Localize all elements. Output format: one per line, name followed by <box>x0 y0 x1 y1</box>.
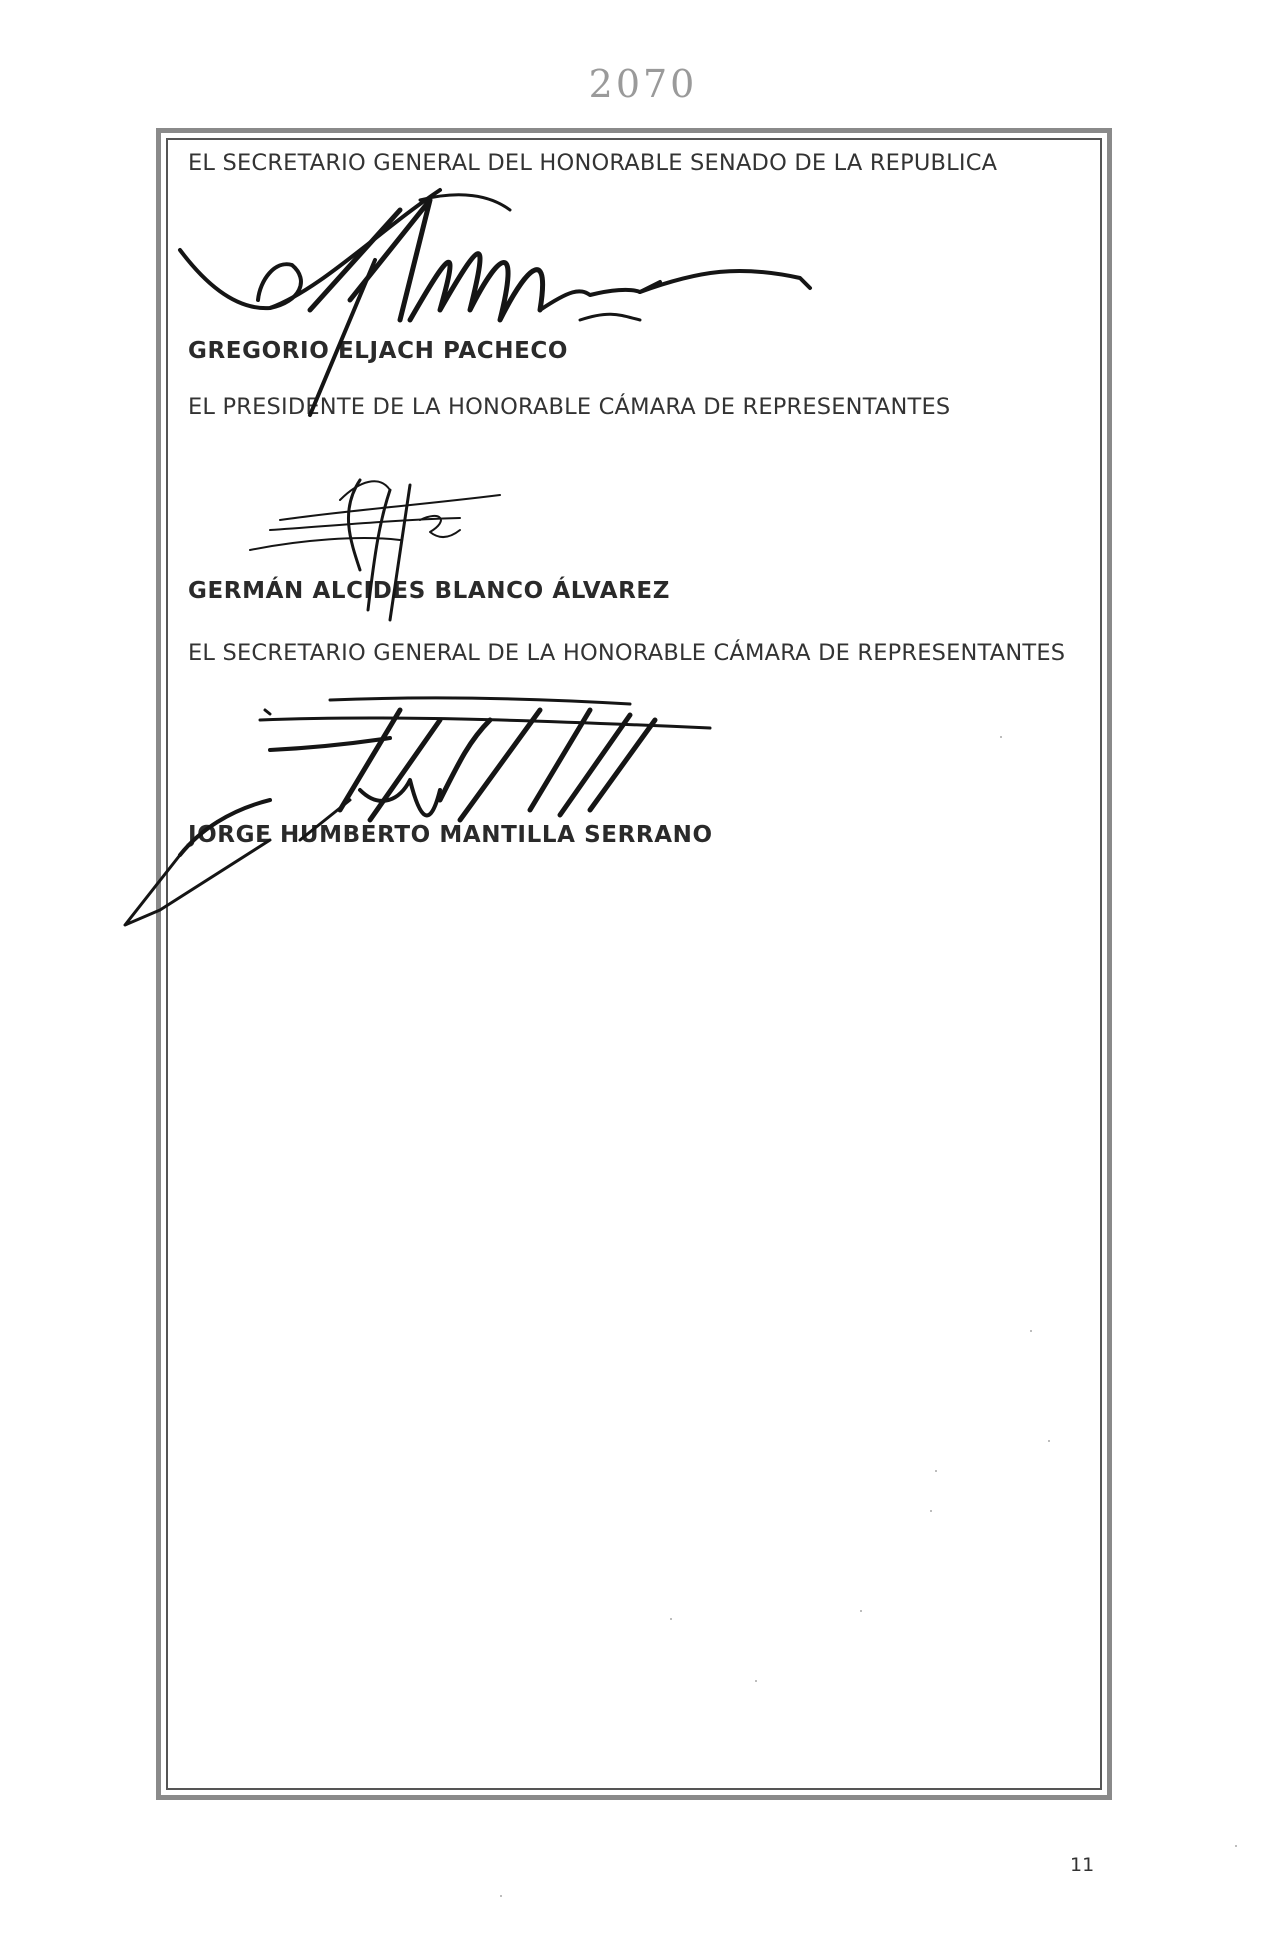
page-number: 11 <box>1070 1854 1095 1876</box>
signatory-3-name: JORGE HUMBERTO MANTILLA SERRANO <box>188 822 713 848</box>
signatory-3-title: EL SECRETARIO GENERAL DE LA HONORABLE CÁMARA DE REPRESENTANTES <box>188 640 1066 666</box>
stamp-number: 2070 <box>588 62 698 106</box>
signature-1-image <box>160 170 830 440</box>
signatory-1-title: EL SECRETARIO GENERAL DEL HONORABLE SENADO DE LA REPUBLICA <box>188 150 998 176</box>
signatory-2-title: EL PRESIDENTE DE LA HONORABLE CÁMARA DE REPRESENTANTES <box>188 394 951 420</box>
signature-2-image <box>240 460 540 630</box>
signature-3-image <box>110 690 750 960</box>
signatory-1-name: GREGORIO ELJACH PACHECO <box>188 338 569 364</box>
signatory-2-name: GERMÁN ALCIDES BLANCO ÁLVAREZ <box>188 578 671 604</box>
